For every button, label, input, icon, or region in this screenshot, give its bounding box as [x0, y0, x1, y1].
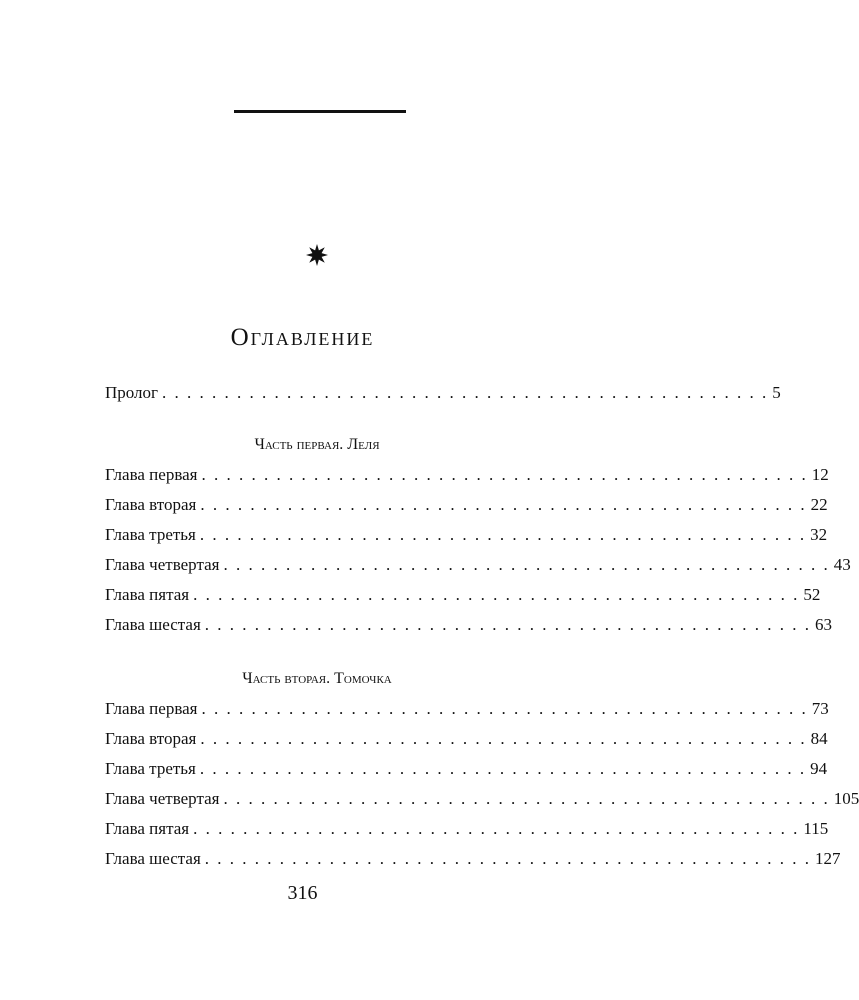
- dot-leader: . . . . . . . . . . . . . . . . . . . . . . . . . . . . . . . . . . . . . . . . . . . . . . . . .: [204, 849, 812, 868]
- dot-leader: . . . . . . . . . . . . . . . . . . . . . . . . . . . . . . . . . . . . . . . . . . . . . . . . .: [199, 525, 807, 544]
- toc-entry-page: 43: [833, 555, 851, 574]
- dot-leader: . . . . . . . . . . . . . . . . . . . . . . . . . . . . . . . . . . . . . . . . . . . . . . . . .: [162, 383, 769, 402]
- toc-entry[interactable]: [105, 550, 851, 580]
- toc-entry-label: Пролог: [105, 383, 159, 402]
- toc-entry-label: Глава четвертая: [105, 555, 220, 574]
- dot-leader: . . . . . . . . . . . . . . . . . . . . . . . . . . . . . . . . . . . . . . . . . . . . . . . . .: [223, 555, 830, 574]
- toc-entry-prologue[interactable]: [105, 378, 781, 408]
- toc-entry[interactable]: [105, 784, 859, 814]
- toc-entry-page: 127: [815, 849, 841, 868]
- page-number: 316: [287, 882, 318, 904]
- toc-entry-label: Глава первая: [105, 465, 198, 484]
- dot-leader: . . . . . . . . . . . . . . . . . . . . . . . . . . . . . . . . . . . . . . . . . . . . . . . . .: [200, 495, 807, 514]
- toc-entry-label: Глава вторая: [105, 495, 197, 514]
- toc-title: Оглавление: [230, 324, 375, 351]
- toc-entry-page: 115: [803, 819, 829, 838]
- toc-entry-page: 94: [810, 759, 828, 778]
- toc-entry-label: Глава третья: [105, 759, 196, 778]
- part-heading-2: Часть вторая. Томочка: [242, 670, 392, 687]
- star-ornament-icon: [306, 244, 328, 266]
- toc-entry[interactable]: [105, 694, 829, 724]
- dot-leader: . . . . . . . . . . . . . . . . . . . . . . . . . . . . . . . . . . . . . . . . . . . . . . . . .: [204, 615, 812, 634]
- dot-leader: . . . . . . . . . . . . . . . . . . . . . . . . . . . . . . . . . . . . . . . . . . . . . . . . .: [193, 819, 800, 838]
- dot-leader: . . . . . . . . . . . . . . . . . . . . . . . . . . . . . . . . . . . . . . . . . . . . . . . . .: [193, 585, 800, 604]
- dot-leader: . . . . . . . . . . . . . . . . . . . . . . . . . . . . . . . . . . . . . . . . . . . . . . . . .: [199, 759, 807, 778]
- toc-entry[interactable]: [105, 490, 828, 520]
- dot-leader: . . . . . . . . . . . . . . . . . . . . . . . . . . . . . . . . . . . . . . . . . . . . . . . . .: [223, 789, 830, 808]
- toc-entry-page: 5: [772, 383, 781, 402]
- toc-entry-label: Глава четвертая: [105, 789, 220, 808]
- dot-leader: . . . . . . . . . . . . . . . . . . . . . . . . . . . . . . . . . . . . . . . . . . . . . . . . .: [201, 465, 808, 484]
- toc-entry[interactable]: [105, 814, 829, 844]
- dot-leader: . . . . . . . . . . . . . . . . . . . . . . . . . . . . . . . . . . . . . . . . . . . . . . . . .: [201, 699, 808, 718]
- toc-entry-label: Глава шестая: [105, 849, 201, 868]
- toc-entry-label: Глава третья: [105, 525, 196, 544]
- top-rule-divider: [234, 110, 406, 113]
- toc-entry-label: Глава первая: [105, 699, 198, 718]
- toc-entry[interactable]: [105, 754, 828, 784]
- table-of-contents: [105, 378, 859, 874]
- toc-entry[interactable]: [105, 460, 829, 490]
- toc-entry-page: 52: [803, 585, 821, 604]
- toc-entry[interactable]: [105, 610, 833, 640]
- toc-entry[interactable]: [105, 580, 821, 610]
- toc-entry-page: 12: [811, 465, 829, 484]
- toc-entry-page: 22: [810, 495, 828, 514]
- toc-entry[interactable]: [105, 844, 841, 874]
- toc-entry[interactable]: [105, 724, 828, 754]
- toc-entry[interactable]: [105, 520, 828, 550]
- toc-entry-page: 105: [833, 789, 859, 808]
- toc-entry-label: Глава пятая: [105, 585, 190, 604]
- toc-entry-label: Глава шестая: [105, 615, 201, 634]
- toc-entry-label: Глава пятая: [105, 819, 190, 838]
- part-heading-1: Часть первая. Леля: [254, 436, 380, 453]
- toc-entry-page: 84: [810, 729, 828, 748]
- toc-entry-page: 73: [811, 699, 829, 718]
- toc-entry-page: 63: [815, 615, 833, 634]
- toc-entry-label: Глава вторая: [105, 729, 197, 748]
- toc-entry-page: 32: [810, 525, 828, 544]
- dot-leader: . . . . . . . . . . . . . . . . . . . . . . . . . . . . . . . . . . . . . . . . . . . . . . . . .: [200, 729, 807, 748]
